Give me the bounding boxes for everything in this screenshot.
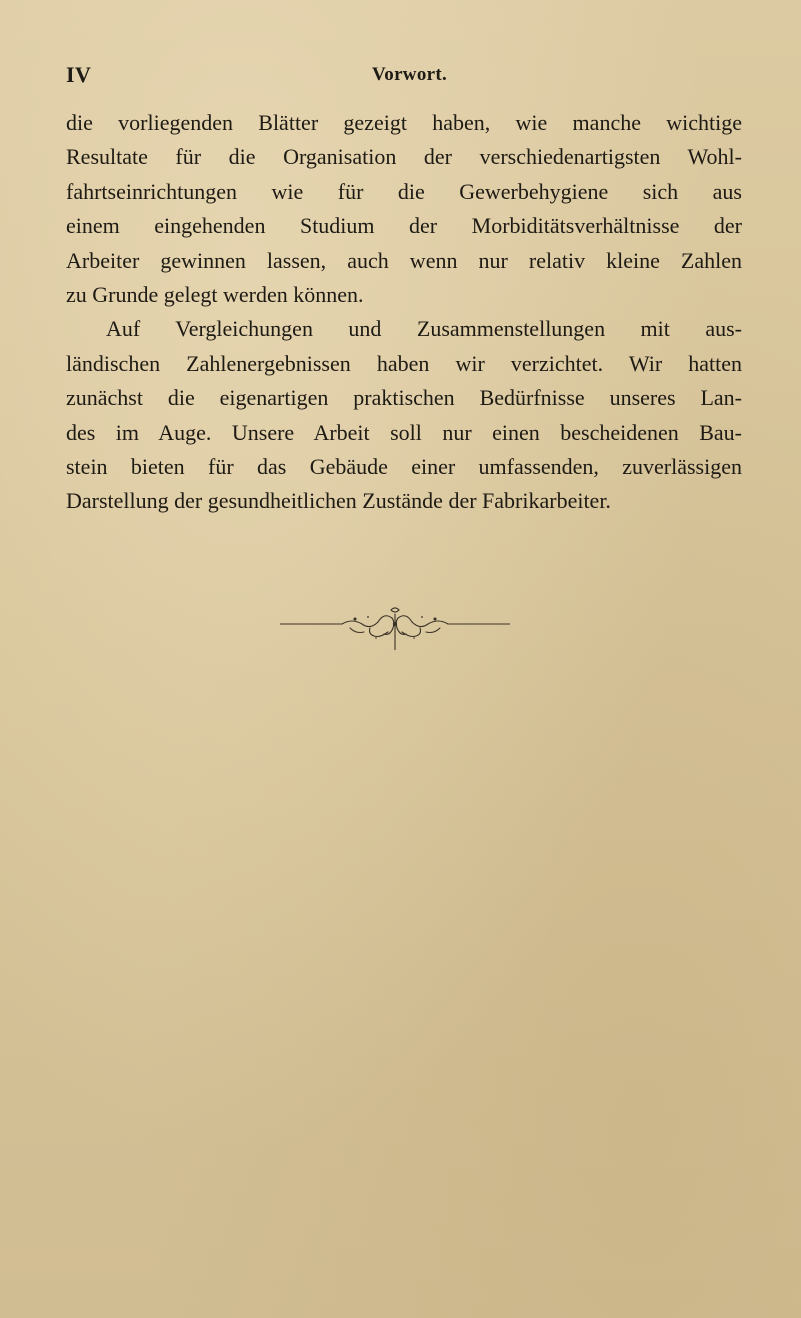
body-text (66, 106, 742, 519)
text-line: einem eingehenden Studium der Morbiditätsverhältnisse der (66, 213, 742, 239)
text-line: stein bieten für das Gebäude einer umfassenden, zuverlässigen (66, 453, 742, 479)
text-line: Darstellung der gesundheitlichen Zustände der Fabrikarbeiter. (66, 488, 611, 514)
paragraph-1 (66, 106, 742, 312)
running-head (66, 62, 746, 92)
running-title: Vorwort. (372, 64, 448, 85)
text-line: Arbeiter gewinnen lassen, auch wenn nur relativ kleine Zahlen (66, 247, 742, 273)
text-line: ländischen Zahlenergebnissen haben wir verzichtet. Wir hatten (66, 350, 742, 376)
text-line: des im Auge. Unsere Arbeit soll nur einen bescheidenen Bau- (66, 419, 742, 445)
paragraph-2 (66, 312, 742, 518)
decorative-vignette-icon (280, 606, 510, 650)
text-line: Auf Vergleichungen und Zusammenstellungen mit aus- (106, 316, 742, 342)
text-line: zu Grunde gelegt werden können. (66, 281, 364, 307)
text-line: Resultate für die Organisation der verschiedenartigsten Wohl- (66, 144, 742, 170)
text-line: fahrtseinrichtungen wie für die Gewerbehygiene sich aus (66, 178, 742, 204)
text-line: die vorliegenden Blätter gezeigt haben, wie manche wichtige (66, 110, 742, 135)
page-number: IV (66, 62, 92, 87)
text-line: zunächst die eigenartigen praktischen Bedürfnisse unseres Lan- (66, 385, 742, 411)
